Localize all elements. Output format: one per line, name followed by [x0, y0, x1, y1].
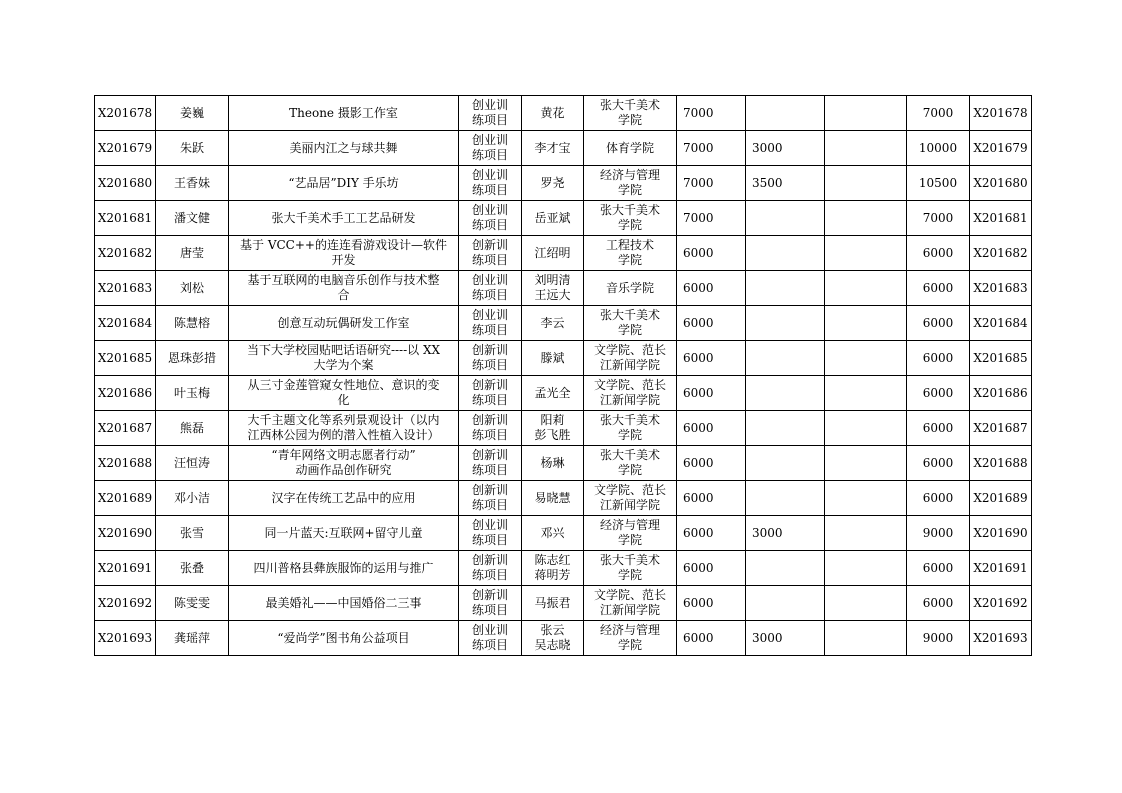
fund-a-cell: 6000 — [677, 586, 746, 621]
college-line: 张大千美术 — [599, 98, 660, 112]
table-row — [95, 131, 1032, 166]
project-code-cell: X201684 — [970, 306, 1032, 341]
college-line: 学院 — [617, 253, 642, 267]
project-type-cell — [459, 551, 522, 586]
table-row — [95, 271, 1032, 306]
table-row — [95, 551, 1032, 586]
college-cell — [584, 516, 677, 551]
fund-c-cell — [825, 621, 907, 656]
college-cell — [584, 271, 677, 306]
project-name-line: 大千主题文化等系列景观设计（以内 — [247, 413, 440, 427]
college-cell — [584, 341, 677, 376]
project-name-cell — [229, 516, 459, 551]
project-type-cell — [459, 306, 522, 341]
project-type-cell — [459, 341, 522, 376]
project-type-line: 创业训 — [471, 168, 508, 182]
college-cell — [584, 96, 677, 131]
project-type-cell — [459, 131, 522, 166]
project-type-line: 练项目 — [471, 148, 508, 162]
project-type-line: 练项目 — [471, 498, 508, 512]
project-type-line: 创业训 — [471, 203, 508, 217]
project-type-cell — [459, 166, 522, 201]
table-row — [95, 621, 1032, 656]
leader-cell: 汪恒涛 — [156, 446, 229, 481]
advisor-cell — [522, 481, 584, 516]
fund-c-cell — [825, 131, 907, 166]
project-type-line: 创业训 — [471, 98, 508, 112]
advisor-line: 孟光全 — [534, 385, 571, 400]
project-type-line: 创业训 — [471, 273, 508, 287]
project-name-line: 开发 — [331, 253, 356, 267]
college-line: 经济与管理 — [599, 623, 660, 637]
project-code-cell: X201680 — [970, 166, 1032, 201]
leader-cell: 唐莹 — [156, 236, 229, 271]
project-code-cell: X201682 — [970, 236, 1032, 271]
fund-c-cell — [825, 201, 907, 236]
college-line: 学院 — [617, 183, 642, 197]
project-name-line: 基于 VCC++的连连看游戏设计—软件 — [240, 238, 447, 252]
project-type-cell — [459, 481, 522, 516]
project-type-line: 创新训 — [471, 378, 508, 392]
college-line: 文学院、范长 — [593, 588, 666, 602]
project-name-line: 美丽内江之与球共舞 — [289, 140, 398, 155]
advisor-cell — [522, 236, 584, 271]
advisor-line: 刘明清 — [534, 273, 571, 287]
college-cell — [584, 166, 677, 201]
project-type-line: 练项目 — [471, 428, 508, 442]
fund-a-cell: 7000 — [677, 131, 746, 166]
project-type-line: 创业训 — [471, 308, 508, 322]
college-line: 学院 — [617, 323, 642, 337]
college-line: 音乐学院 — [605, 280, 654, 295]
project-name-line: 合 — [337, 288, 350, 302]
total-fund-cell: 10000 — [907, 131, 970, 166]
project-type-line: 创新训 — [471, 483, 508, 497]
college-line: 江新闻学院 — [599, 603, 660, 617]
leader-cell: 王香妹 — [156, 166, 229, 201]
fund-b-cell — [746, 376, 825, 411]
project-name-cell — [229, 201, 459, 236]
project-type-cell — [459, 586, 522, 621]
total-fund-cell: 6000 — [907, 341, 970, 376]
project-name-line: 大学为个案 — [313, 358, 374, 372]
total-fund-cell: 6000 — [907, 481, 970, 516]
advisor-line: 吴志晓 — [534, 638, 571, 652]
project-code-cell: X201689 — [970, 481, 1032, 516]
leader-cell: 熊磊 — [156, 411, 229, 446]
fund-a-cell: 7000 — [677, 96, 746, 131]
project-type-line: 创新训 — [471, 238, 508, 252]
college-line: 经济与管理 — [599, 168, 660, 182]
college-line: 学院 — [617, 568, 642, 582]
advisor-line: 彭飞胜 — [534, 428, 571, 442]
advisor-cell — [522, 131, 584, 166]
table-row — [95, 411, 1032, 446]
project-type-line: 创业训 — [471, 623, 508, 637]
fund-c-cell — [825, 376, 907, 411]
college-cell — [584, 236, 677, 271]
project-name-line: 当下大学校园贴吧话语研究----以 XX — [246, 343, 441, 357]
leader-cell: 陈慧榕 — [156, 306, 229, 341]
college-line: 文学院、范长 — [593, 378, 666, 392]
project-name-cell — [229, 551, 459, 586]
project-name-cell — [229, 341, 459, 376]
advisor-cell — [522, 586, 584, 621]
advisor-cell — [522, 411, 584, 446]
fund-a-cell: 6000 — [677, 306, 746, 341]
fund-c-cell — [825, 411, 907, 446]
college-cell — [584, 131, 677, 166]
college-line: 江新闻学院 — [599, 498, 660, 512]
advisor-cell — [522, 201, 584, 236]
fund-c-cell — [825, 446, 907, 481]
fund-b-cell — [746, 96, 825, 131]
project-id-cell: X201678 — [95, 96, 156, 131]
total-fund-cell: 6000 — [907, 376, 970, 411]
project-name-cell — [229, 271, 459, 306]
fund-c-cell — [825, 481, 907, 516]
project-id-cell: X201691 — [95, 551, 156, 586]
college-cell — [584, 551, 677, 586]
project-type-line: 练项目 — [471, 183, 508, 197]
project-type-line: 练项目 — [471, 218, 508, 232]
fund-b-cell: 3000 — [746, 621, 825, 656]
fund-b-cell — [746, 551, 825, 586]
project-type-cell — [459, 96, 522, 131]
advisor-line: 黄花 — [540, 105, 565, 120]
college-line: 经济与管理 — [599, 518, 660, 532]
advisor-line: 易晓慧 — [534, 490, 571, 505]
fund-b-cell: 3000 — [746, 131, 825, 166]
project-id-cell: X201685 — [95, 341, 156, 376]
college-line: 张大千美术 — [599, 448, 660, 462]
project-code-cell: X201683 — [970, 271, 1032, 306]
project-name-line: 最美婚礼——中国婚俗二三事 — [265, 595, 422, 610]
college-line: 张大千美术 — [599, 413, 660, 427]
leader-cell: 刘松 — [156, 271, 229, 306]
college-line: 学院 — [617, 218, 642, 232]
fund-c-cell — [825, 341, 907, 376]
project-type-cell — [459, 516, 522, 551]
college-cell — [584, 621, 677, 656]
project-id-cell: X201680 — [95, 166, 156, 201]
project-name-cell — [229, 376, 459, 411]
advisor-line: 岳亚斌 — [534, 210, 571, 225]
advisor-cell — [522, 621, 584, 656]
leader-cell: 龚瑶萍 — [156, 621, 229, 656]
project-id-cell: X201679 — [95, 131, 156, 166]
fund-a-cell: 6000 — [677, 551, 746, 586]
project-type-line: 练项目 — [471, 533, 508, 547]
fund-c-cell — [825, 516, 907, 551]
project-name-cell — [229, 446, 459, 481]
college-cell — [584, 411, 677, 446]
total-fund-cell: 6000 — [907, 236, 970, 271]
advisor-line: 蒋明芳 — [534, 568, 571, 582]
project-code-cell: X201692 — [970, 586, 1032, 621]
total-fund-cell: 7000 — [907, 96, 970, 131]
table-row — [95, 306, 1032, 341]
college-cell — [584, 376, 677, 411]
table-body — [95, 96, 1032, 656]
advisor-line: 马振君 — [534, 595, 571, 610]
fund-a-cell: 7000 — [677, 166, 746, 201]
table-row — [95, 166, 1032, 201]
total-fund-cell: 9000 — [907, 621, 970, 656]
college-line: 学院 — [617, 113, 642, 127]
project-type-cell — [459, 446, 522, 481]
fund-b-cell: 3000 — [746, 516, 825, 551]
table-row — [95, 516, 1032, 551]
table-row — [95, 236, 1032, 271]
fund-a-cell: 6000 — [677, 341, 746, 376]
fund-a-cell: 7000 — [677, 201, 746, 236]
advisor-line: 罗尧 — [540, 175, 565, 190]
project-name-line: 张大千美术手工工艺品研发 — [271, 210, 416, 225]
project-type-line: 创新训 — [471, 588, 508, 602]
fund-c-cell — [825, 551, 907, 586]
project-id-cell: X201683 — [95, 271, 156, 306]
project-name-line: 四川普格县彝族服饰的运用与推广 — [253, 560, 434, 575]
advisor-line: 杨琳 — [540, 455, 565, 470]
fund-a-cell: 6000 — [677, 621, 746, 656]
college-cell — [584, 306, 677, 341]
college-line: 文学院、范长 — [593, 483, 666, 497]
advisor-line: 阳莉 — [540, 413, 565, 427]
total-fund-cell: 6000 — [907, 446, 970, 481]
table-row — [95, 201, 1032, 236]
project-name-line: 同一片蓝天:互联网+留守儿童 — [264, 525, 423, 540]
fund-c-cell — [825, 271, 907, 306]
project-id-cell: X201688 — [95, 446, 156, 481]
table-row — [95, 586, 1032, 621]
fund-b-cell — [746, 481, 825, 516]
project-name-line: 化 — [337, 393, 350, 407]
leader-cell: 邓小洁 — [156, 481, 229, 516]
project-type-cell — [459, 201, 522, 236]
fund-a-cell: 6000 — [677, 516, 746, 551]
advisor-line: 陈志红 — [534, 553, 571, 567]
project-id-cell: X201690 — [95, 516, 156, 551]
project-id-cell: X201684 — [95, 306, 156, 341]
project-table — [94, 95, 1032, 656]
project-code-cell: X201685 — [970, 341, 1032, 376]
leader-cell: 张叠 — [156, 551, 229, 586]
project-type-line: 创业训 — [471, 133, 508, 147]
college-line: 工程技术 — [605, 238, 654, 252]
fund-a-cell: 6000 — [677, 446, 746, 481]
fund-b-cell — [746, 341, 825, 376]
advisor-line: 邓兴 — [540, 525, 565, 540]
total-fund-cell: 6000 — [907, 306, 970, 341]
advisor-line: 张云 — [540, 623, 565, 637]
project-type-line: 创新训 — [471, 448, 508, 462]
project-code-cell: X201679 — [970, 131, 1032, 166]
project-name-cell — [229, 621, 459, 656]
project-id-cell: X201681 — [95, 201, 156, 236]
leader-cell: 陈雯雯 — [156, 586, 229, 621]
project-code-cell: X201688 — [970, 446, 1032, 481]
fund-c-cell — [825, 586, 907, 621]
project-type-line: 创新训 — [471, 413, 508, 427]
project-id-cell: X201693 — [95, 621, 156, 656]
advisor-cell — [522, 446, 584, 481]
project-type-line: 创业训 — [471, 518, 508, 532]
total-fund-cell: 6000 — [907, 586, 970, 621]
project-code-cell: X201690 — [970, 516, 1032, 551]
total-fund-cell: 10500 — [907, 166, 970, 201]
table-row — [95, 341, 1032, 376]
table-row — [95, 481, 1032, 516]
total-fund-cell: 6000 — [907, 271, 970, 306]
fund-b-cell: 3500 — [746, 166, 825, 201]
college-cell — [584, 481, 677, 516]
advisor-cell — [522, 376, 584, 411]
project-code-cell: X201686 — [970, 376, 1032, 411]
fund-b-cell — [746, 446, 825, 481]
project-name-cell — [229, 481, 459, 516]
advisor-cell — [522, 96, 584, 131]
project-name-line: 动画作品创作研究 — [295, 463, 392, 477]
project-type-cell — [459, 621, 522, 656]
fund-b-cell — [746, 201, 825, 236]
advisor-line: 李才宝 — [534, 140, 571, 155]
college-line: 体育学院 — [605, 140, 654, 155]
advisor-cell — [522, 166, 584, 201]
fund-b-cell — [746, 306, 825, 341]
project-name-cell — [229, 411, 459, 446]
project-type-line: 练项目 — [471, 113, 508, 127]
project-id-cell: X201687 — [95, 411, 156, 446]
project-type-line: 练项目 — [471, 463, 508, 477]
advisor-cell — [522, 551, 584, 586]
fund-a-cell: 6000 — [677, 481, 746, 516]
leader-cell: 叶玉梅 — [156, 376, 229, 411]
project-name-cell — [229, 96, 459, 131]
fund-a-cell: 6000 — [677, 411, 746, 446]
fund-b-cell — [746, 236, 825, 271]
fund-b-cell — [746, 271, 825, 306]
college-line: 学院 — [617, 638, 642, 652]
project-type-cell — [459, 376, 522, 411]
project-name-line: “青年网络文明志愿者行动” — [271, 448, 416, 462]
project-name-cell — [229, 236, 459, 271]
project-code-cell: X201678 — [970, 96, 1032, 131]
table-row — [95, 446, 1032, 481]
college-line: 江新闻学院 — [599, 393, 660, 407]
advisor-cell — [522, 306, 584, 341]
total-fund-cell: 6000 — [907, 411, 970, 446]
total-fund-cell: 6000 — [907, 551, 970, 586]
college-line: 学院 — [617, 533, 642, 547]
fund-c-cell — [825, 306, 907, 341]
project-type-line: 创新训 — [471, 343, 508, 357]
total-fund-cell: 9000 — [907, 516, 970, 551]
advisor-line: 江绍明 — [534, 245, 571, 260]
project-code-cell: X201687 — [970, 411, 1032, 446]
leader-cell: 朱跃 — [156, 131, 229, 166]
project-name-cell — [229, 586, 459, 621]
project-code-cell: X201691 — [970, 551, 1032, 586]
project-id-cell: X201689 — [95, 481, 156, 516]
fund-c-cell — [825, 96, 907, 131]
college-line: 学院 — [617, 463, 642, 477]
college-line: 张大千美术 — [599, 203, 660, 217]
project-id-cell: X201692 — [95, 586, 156, 621]
college-cell — [584, 201, 677, 236]
project-name-line: 江西林公园为例的潜入性植入设计） — [247, 428, 440, 442]
college-cell — [584, 586, 677, 621]
advisor-line: 李云 — [540, 315, 565, 330]
project-code-cell: X201693 — [970, 621, 1032, 656]
college-line: 文学院、范长 — [593, 343, 666, 357]
project-type-cell — [459, 411, 522, 446]
fund-c-cell — [825, 166, 907, 201]
project-name-line: 创意互动玩偶研发工作室 — [277, 315, 410, 330]
project-type-line: 练项目 — [471, 323, 508, 337]
college-line: 江新闻学院 — [599, 358, 660, 372]
project-id-cell: X201682 — [95, 236, 156, 271]
project-name-cell — [229, 306, 459, 341]
college-cell — [584, 446, 677, 481]
project-type-line: 练项目 — [471, 638, 508, 652]
project-name-line: Theone 摄影工作室 — [289, 105, 398, 120]
leader-cell: 姜巍 — [156, 96, 229, 131]
project-type-line: 练项目 — [471, 358, 508, 372]
project-name-line: “爱尚学”图书角公益项目 — [277, 630, 410, 645]
project-id-cell: X201686 — [95, 376, 156, 411]
college-line: 张大千美术 — [599, 553, 660, 567]
table-row — [95, 376, 1032, 411]
leader-cell: 恩珠彭措 — [156, 341, 229, 376]
project-type-line: 练项目 — [471, 253, 508, 267]
advisor-cell — [522, 516, 584, 551]
project-type-cell — [459, 236, 522, 271]
fund-a-cell: 6000 — [677, 271, 746, 306]
fund-b-cell — [746, 586, 825, 621]
college-line: 学院 — [617, 428, 642, 442]
project-name-line: 基于互联网的电脑音乐创作与技术整 — [247, 273, 440, 287]
project-name-line: “艺品居”DIY 手乐坊 — [288, 175, 399, 190]
advisor-line: 王远大 — [534, 288, 571, 302]
leader-cell: 张雪 — [156, 516, 229, 551]
college-line: 张大千美术 — [599, 308, 660, 322]
project-type-line: 练项目 — [471, 393, 508, 407]
fund-a-cell: 6000 — [677, 376, 746, 411]
project-type-line: 创新训 — [471, 553, 508, 567]
project-type-line: 练项目 — [471, 288, 508, 302]
fund-a-cell: 6000 — [677, 236, 746, 271]
project-name-line: 汉字在传统工艺品中的应用 — [271, 490, 416, 505]
project-name-cell — [229, 166, 459, 201]
project-type-line: 练项目 — [471, 568, 508, 582]
fund-c-cell — [825, 236, 907, 271]
advisor-line: 滕斌 — [540, 350, 565, 365]
total-fund-cell: 7000 — [907, 201, 970, 236]
project-code-cell: X201681 — [970, 201, 1032, 236]
advisor-cell — [522, 341, 584, 376]
project-name-cell — [229, 131, 459, 166]
project-type-line: 练项目 — [471, 603, 508, 617]
project-type-cell — [459, 271, 522, 306]
fund-b-cell — [746, 411, 825, 446]
project-name-line: 从三寸金莲管窥女性地位、意识的变 — [247, 378, 440, 392]
table-row — [95, 96, 1032, 131]
advisor-cell — [522, 271, 584, 306]
leader-cell: 潘文健 — [156, 201, 229, 236]
